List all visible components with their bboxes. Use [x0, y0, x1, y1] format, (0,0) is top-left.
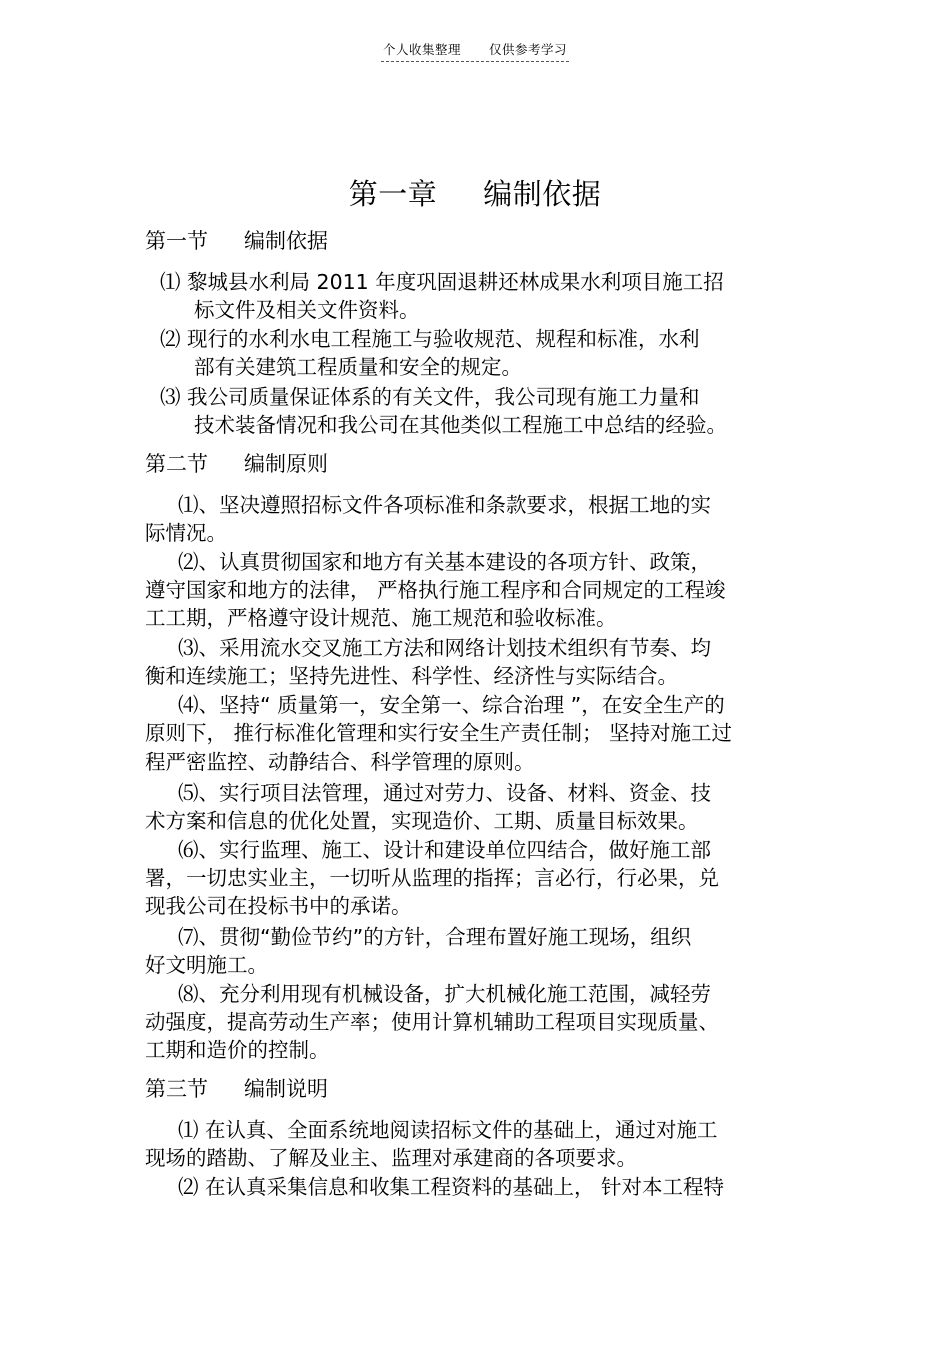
header-right-text: 仅供参考学习	[489, 42, 568, 57]
section-title: 编制说明	[244, 1077, 328, 1101]
section-title: 编制依据	[244, 229, 328, 253]
paragraph-line: ⑶、采用流水交叉施工方法和网络计划技术组织有节奏、均	[178, 636, 711, 660]
paragraph-line: ⑶ 我公司质量保证体系的有关文件，我公司现有施工力量和	[160, 385, 700, 409]
paragraph-line: 原则下， 推行标准化管理和实行安全生产责任制； 坚持对施工过	[145, 721, 733, 745]
paragraph-line: 好文明施工。	[145, 953, 268, 977]
paragraph-line: 程严密监控、动静结合、科学管理的原则。	[145, 750, 535, 774]
paragraph-line: ⑵ 在认真采集信息和收集工程资料的基础上， 针对本工程特	[178, 1175, 725, 1199]
paragraph-line: ⑺、贯彻“勤俭节约”的方针，合理布置好施工现场，组织	[178, 925, 692, 949]
paragraph-line: ⑷、坚持“ 质量第一，安全第一、综合治理 ”，在安全生产的	[178, 693, 725, 717]
paragraph-line: 部有关建筑工程质量和安全的规定。	[194, 355, 522, 379]
header-underline	[381, 40, 569, 62]
header-left-text: 个人收集整理	[382, 42, 461, 57]
chapter-name: 编制依据	[483, 177, 602, 211]
paragraph-line: 术方案和信息的优化处置，实现造价、工期、质量目标效果。	[145, 809, 699, 833]
section-title: 编制原则	[244, 452, 328, 476]
paragraph-line: 工工期，严格遵守设计规范、施工规范和验收标准。	[145, 606, 617, 630]
paragraph-line: 际情况。	[145, 521, 227, 545]
paragraph-line: ⑹、实行监理、施工、设计和建设单位四结合，做好施工部	[178, 838, 711, 862]
section-number: 第三节	[145, 1077, 208, 1101]
section-number: 第二节	[145, 452, 208, 476]
paragraph-line: ⑻、充分利用现有机械设备，扩大机械化施工范围，减轻劳	[178, 982, 711, 1006]
paragraph-line: 现我公司在投标书中的承诺。	[145, 894, 412, 918]
section-heading-3	[145, 1075, 328, 1103]
paragraph-line: ⑴ 在认真、全面系统地阅读招标文件的基础上，通过对施工	[178, 1118, 718, 1142]
paragraph-line: 工期和造价的控制。	[145, 1038, 330, 1062]
paragraph-line: 动强度，提高劳动生产率；使用计算机辅助工程项目实现质量、	[145, 1010, 719, 1034]
paragraph-line: 标文件及相关文件资料。	[194, 298, 420, 322]
section-number: 第一节	[145, 229, 208, 253]
chapter-title	[0, 172, 950, 213]
paragraph-line: ⑵、认真贯彻国家和地方有关基本建设的各项方针、政策，	[178, 550, 711, 574]
paragraph-line: 署，一切忠实业主，一切听从监理的指挥；言必行，行必果，兑	[145, 866, 719, 890]
section-heading-1	[145, 227, 328, 255]
paragraph-line: 现场的踏勘、了解及业主、监理对承建商的各项要求。	[145, 1146, 637, 1170]
paragraph-line: 衡和连续施工；坚持先进性、科学性、经济性与实际结合。	[145, 664, 678, 688]
paragraph-line: 遵守国家和地方的法律， 严格执行施工程序和合同规定的工程竣	[145, 578, 726, 602]
chapter-number: 第一章	[348, 177, 438, 211]
paragraph-line: ⑵ 现行的水利水电工程施工与验收规范、规程和标准，水利	[160, 327, 700, 351]
paragraph-line: 技术装备情况和我公司在其他类似工程施工中总结的经验。	[194, 413, 727, 437]
paragraph-line: ⑴ 黎城县水利局 2011 年度巩固退耕还林成果水利项目施工招	[160, 270, 724, 294]
page-header	[0, 40, 950, 62]
section-heading-2	[145, 450, 328, 478]
paragraph-line: ⑸、实行项目法管理，通过对劳力、设备、材料、资金、技	[178, 781, 711, 805]
paragraph-line: ⑴、坚决遵照招标文件各项标准和条款要求，根据工地的实	[178, 493, 711, 517]
